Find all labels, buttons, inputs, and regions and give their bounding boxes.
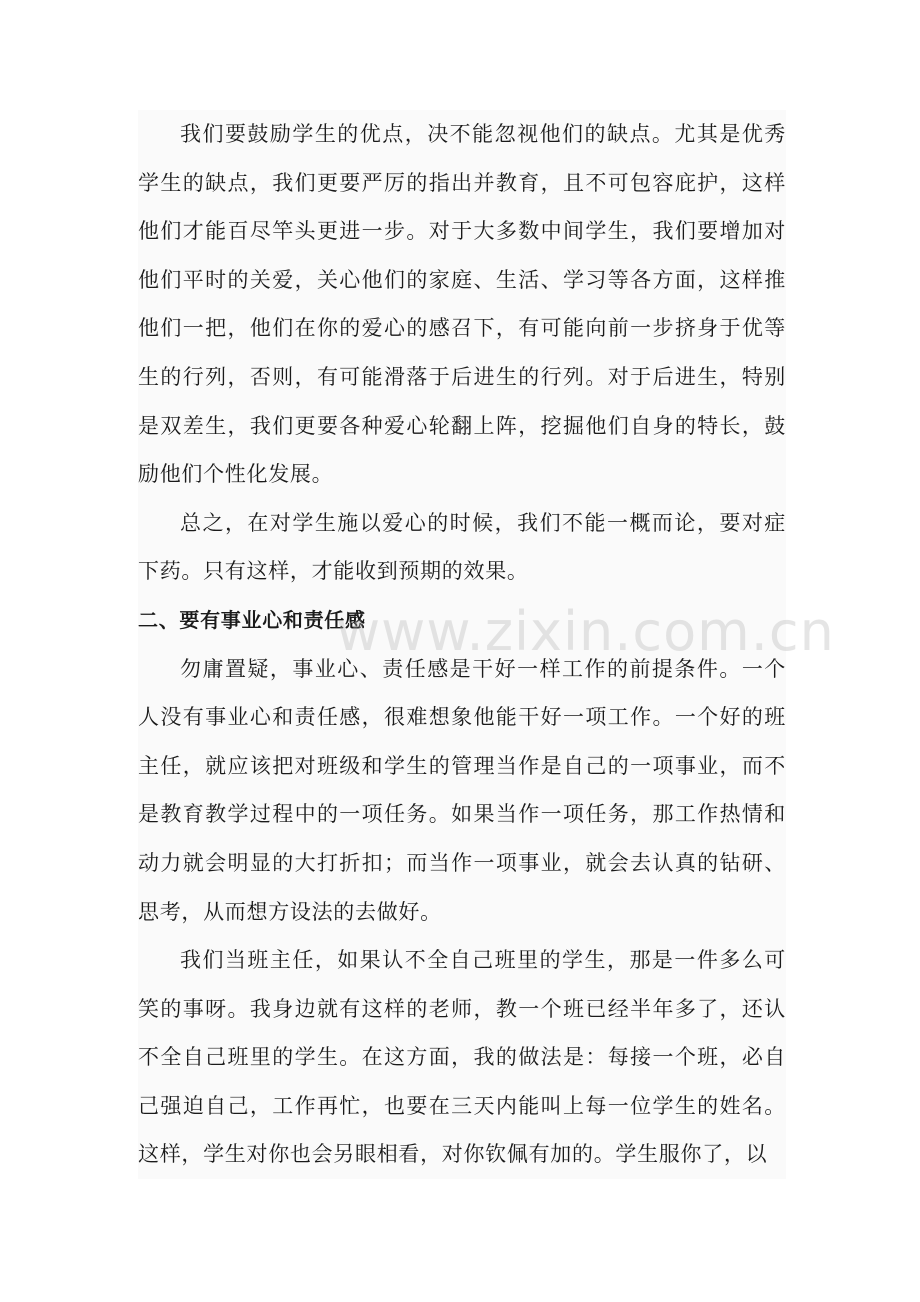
paragraph-conclusion: 总之，在对学生施以爱心的时候，我们不能一概而论，要对症下药。只有这样，才能收到预期的效果。 — [138, 510, 786, 584]
section-heading: 二、要有事业心和责任感 — [138, 607, 366, 632]
watermark: www.zixin.com.cn — [336, 600, 835, 663]
document-body — [138, 110, 786, 1179]
paragraph-encourage-students: 我们要鼓励学生的优点，决不能忽视他们的缺点。尤其是优秀学生的缺点，我们更要严厉的指出并教育，且不可包容庇护，这样他们才能百尽竿头更进一步。对于大多数中间学生，我们要增加对他们平时的关爱，关心他们的家庭、生活、学习等各方面，这样推他们一把，他们在你的爱心的感召下，有可能向前一步挤身于优等生的行列，否则，有可能滑落于后进生的行列。对于后进生，特别是双差生，我们更要各种爱心轮翻上阵，挖掘他们自身的特长，鼓励他们个性化发展。 — [138, 122, 786, 487]
paragraph-student-names: 我们当班主任，如果认不全自己班里的学生，那是一件多么可笑的事呀。我身边就有这样的老师，教一个班已经半年多了，还认不全自己班里的学生。在这方面，我的做法是：每接一个班，必自己强迫自己，工作再忙，也要在三天内能叫上每一位学生的姓名。这样，学生对你也会另眼相看，对你钦佩有加的。学生服你了，以 — [138, 948, 786, 1167]
paragraph-responsibility: 勿庸置疑，事业心、责任感是干好一样工作的前提条件。一个人没有事业心和责任感，很难想象他能干好一项工作。一个好的班主任，就应该把对班级和学生的管理当作是自己的一项事业，而不是教育教学过程中的一项任务。如果当作一项任务，那工作热情和动力就会明显的大打折扣；而当作一项事业，就会去认真的钻研、思考，从而想方设法的去做好。 — [138, 656, 786, 924]
